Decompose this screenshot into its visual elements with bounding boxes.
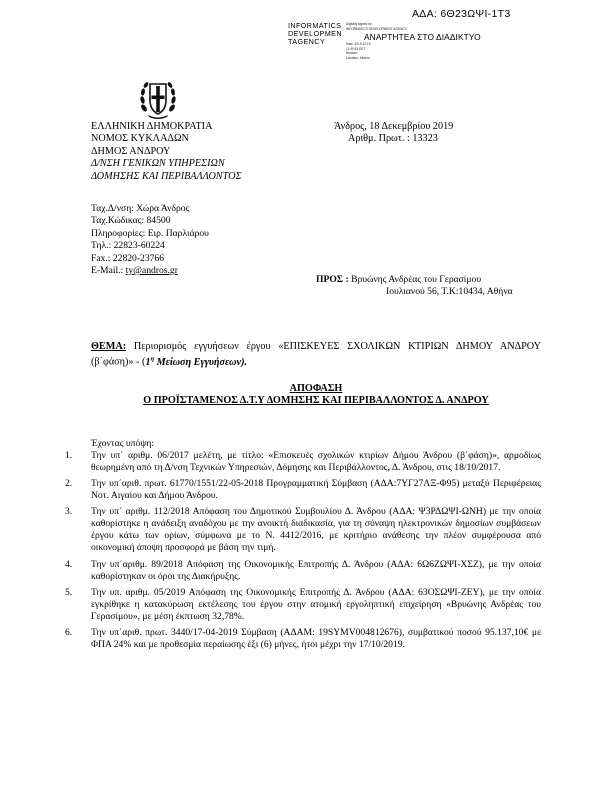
stamp-posted-label: ΑΝΑΡΤΗΤΕΑ ΣΤΟ ΔΙΑΔΙΚΤΥΟ bbox=[364, 32, 481, 42]
clause-item: 4. Την υπ΄αριθμ. 89/2018 Απόφαση της Οικονομικής Επιτροπής Δ. Άνδρου (ΑΔΑ: 6Ω6ΖΩΨΙ-ΧΣΖ), με την οποία καθορίστηκαν οι όροι της Διακήρυξης. bbox=[65, 558, 541, 582]
date-block bbox=[334, 121, 453, 146]
stamp-small-text-lower: Date: 2019.12.19 11:40:53 EET Reason: Location: Athens bbox=[346, 42, 371, 60]
issuer-block bbox=[91, 121, 242, 183]
clause-item: 2. Την υπ΄αριθ. πρωτ. 61770/1551/22-05-2018 Προγραμματική Σύμβαση (ΑΔΑ:7ΥΓ27ΛΞ-Φ95) μεταξύ Περιφέρειας Νοτ. Αιγαίου και Δήμου Άνδρου. bbox=[65, 478, 541, 502]
issuer-country: ΕΛΛΗΝΙΚΗ ΔΗΜΟΚΡΑΤΙΑ bbox=[91, 121, 213, 132]
decision-title: ΑΠΟΦΑΣΗ bbox=[289, 383, 343, 394]
recipient-name: Βρυώνης Ανδρέας του Γερασίμου bbox=[351, 274, 482, 285]
subject bbox=[91, 341, 541, 369]
clause-item: 5. Την υπ. αριθμ. 05/2019 Απόφαση της Οικονομικής Επιτροπής Δ. Άνδρου (ΑΔΑ: 63ΟΣΩΨΙ-ΖΕΥ), με την οποία εγκρίθηκε η κατακύρωση εκτέλεσης του έργου στην ατομική εργοληπτική επιχείρηση «Βρυώνης Ανδρέας του Γερασίμου», με μέση έκπτωση 32,78%. bbox=[65, 586, 541, 622]
recipient-label: ΠΡΟΣ : bbox=[316, 274, 352, 285]
email-link[interactable]: ty@andros.gr bbox=[125, 264, 178, 276]
contact-info: Πληροφορίες: Ειρ. Παρλιάρου bbox=[91, 227, 209, 239]
contact-postcode: Ταχ.Κώδικας: 84500 bbox=[91, 215, 171, 227]
recipient-block bbox=[316, 274, 513, 298]
recipient-address: Ιουλιανού 56, Τ.Κ:10434, Αθήνα bbox=[386, 286, 513, 297]
protocol-number: Αριθμ. Πρωτ. : 13323 bbox=[348, 133, 438, 145]
clause-item: 3. Την υπ΄ αριθμ. 112/2018 Απόφαση του Δημοτικού Συμβουλίου Δ. Άνδρου (ΑΔΑ: Ψ3ΡΔΩΨΙ-ΩΝΗ) με την οποία καθορίστηκε η ανάδειξη αναδόχου με την ανοικτή διαδικασία, για τη σύναψη ηλεκτρονικών δημοσίων συμβάσεων έργου κάτω των ορίων, σύμφωνα με το Ν. 4412/2016, με κριτήριο ανάθεσης την πλέον συμφέρουσα από οικονομική άποψη προσφορά με βάση την τιμή. bbox=[65, 506, 541, 554]
contact-phone: Τηλ.: 22823-60224 bbox=[91, 240, 165, 252]
ada-code: ΑΔΑ: 6Θ23ΩΨΙ-1Τ3 bbox=[412, 8, 511, 20]
issuer-directorate-sub: ΔΟΜΗΣΗΣ ΚΑΙ ΠΕΡΙΒΑΛΛΟΝΤΟΣ bbox=[91, 170, 242, 182]
stamp-agency: INFORMATICS DEVELOPMEN TAGENCY bbox=[288, 21, 342, 47]
email-label: E-Mail.: bbox=[91, 264, 124, 276]
issuer-municipality: ΔΗΜΟΣ ΑΝΔΡΟΥ bbox=[91, 145, 171, 157]
contact-address: Ταχ.Δ/νση: Χώρα Άνδρος bbox=[91, 203, 190, 214]
subject-emphasis: $1^\eta$ Μείωση Εγγυήσεων). bbox=[145, 355, 248, 368]
contact-email-row bbox=[91, 265, 209, 277]
subject-label: ΘΕΜΑ: bbox=[91, 341, 127, 352]
digital-signature-stamp bbox=[288, 22, 518, 58]
document-date: Άνδρος, 18 Δεκεμβρίου 2019 bbox=[334, 121, 454, 132]
stamp-small-text: Digitally signed by INFORMATICS DEVELOPMENT AGENCY bbox=[346, 22, 407, 31]
issuer-prefecture: ΝΟΜΟΣ ΚΥΚΛΑΔΩΝ bbox=[91, 133, 189, 145]
contact-fax: Fax.: 22820-23766 bbox=[91, 252, 165, 264]
greek-coat-of-arms-icon bbox=[138, 78, 178, 120]
subject-text: Περιορισμός εγγυήσεων έργου «ΕΠΙΣΚΕΥΕΣ ΣΧΟΛΙΚΩΝ ΚΤΙΡΙΩΝ ΔΗΜΟΥ ΑΝΔΡΟΥ (β΄φάση)» - ( bbox=[91, 341, 541, 368]
clauses-list bbox=[65, 450, 541, 655]
body-intro: Έχοντας υπόψη: bbox=[91, 438, 154, 449]
clause-item: 6. Την υπ΄αριθ. πρωτ. 3440/17-04-2019 Σύμβαση (ΑΔΑΜ: 19SYMV004812676), συμβατικού ποσού 95.137,10€ με ΦΠΑ 24% και με προθεσμία περαίωσης έξι (6) μήνες, ήτοι μέχρι την 17/10/2019. bbox=[65, 626, 541, 650]
clause-item: 1. Την υπ΄ αριθμ. 06/2017 μελέτη, με τίτλο: «Επισκευές σχολικών κτιρίων Δήμου Άνδρου (β΄φάση)», αρμοδίως θεωρημένη από τη Δ/νση Τεχνικών Υπηρεσιών, Δόμησης και Περιβάλλοντος, Δ. Άνδρου, στις 18/10/2017. bbox=[65, 450, 541, 473]
contact-block bbox=[91, 203, 209, 277]
decision-heading bbox=[91, 383, 541, 408]
issuer-directorate: Δ/ΝΣΗ ΓΕΝΙΚΩΝ ΥΠΗΡΕΣΙΩΝ bbox=[91, 158, 225, 170]
decision-subtitle: Ο ΠΡΟΪΣΤΑΜΕΝΟΣ Δ.Τ.Υ ΔΟΜΗΣΗΣ ΚΑΙ ΠΕΡΙΒΑΛΛΟΝΤΟΣ Δ. ΑΝΔΡΟΥ bbox=[143, 395, 489, 407]
